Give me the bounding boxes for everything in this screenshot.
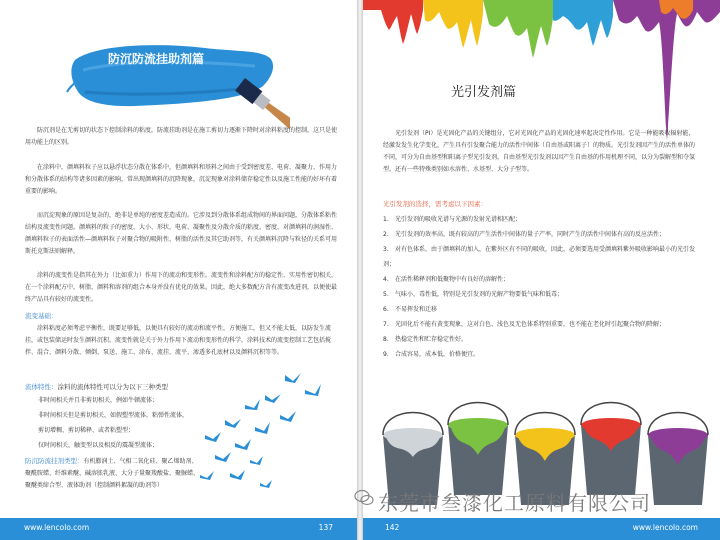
page-number: 142 bbox=[385, 523, 400, 532]
left-page bbox=[0, 0, 357, 540]
paragraph: 涂料的流变性是指其在外力（比如重力）作用下的流动和变形性。流变性和涂料配方的稳定性、实用性密切相关，在一个涂料配方中，树脂、颜料和溶剂的组合本身并没有优化的效果。因此，绝大多数配方含有流变改进剂，以便使最终产品具有较好的流变性。 bbox=[25, 272, 338, 303]
wechat-icon bbox=[354, 489, 374, 507]
watermark-text: 东莞市叁漆化工原料有限公司 bbox=[378, 491, 651, 515]
additive-types bbox=[25, 455, 200, 492]
flow-type: 非时间相关并且非剪切相关，例如牛顿流体； bbox=[38, 397, 159, 404]
list-item: 7. 光固化后不能有黄变现象，这对白色、浅色及无色体系特别重要，也不能在老化时引起聚合物的降解； bbox=[383, 321, 666, 328]
paint-can-icon bbox=[448, 403, 508, 496]
list-item: 6. 不易挥发和迁移 bbox=[383, 306, 438, 313]
paint-can-icon bbox=[648, 413, 708, 506]
flow-type: 非时间相关但是剪切相关，如假塑型流体，粘弹性流体， bbox=[38, 412, 189, 419]
list-item: 5. 气味小，毒性低，特别是光引发剂的光解产物要低气味和低毒； bbox=[383, 291, 564, 298]
paragraph: 在涂料中，颜填料粒子应以悬浮状态分散在体系中，但颜填料和基料之间由于受到密度差、电荷、凝聚力、作用力和分散体系的结构等诸多因素的影响，常出现颜填料的沉降现象，沉淀现象对涂料储存稳定性以及施工性能的好坏有着重要的影响。 bbox=[25, 164, 338, 195]
section-label: 防沉防流挂剂类型： bbox=[25, 457, 84, 465]
footer-url[interactable]: www.lencolo.com bbox=[632, 523, 698, 532]
right-page bbox=[363, 0, 720, 540]
section-title: 光引发剂的选择，需考虑以下因素： bbox=[383, 200, 487, 208]
section-text: 涂料的流体特性可以分为以下三种类型 bbox=[57, 383, 168, 391]
section-title: 流变基础： bbox=[25, 312, 58, 320]
list-item: 4. 在活性稀释剂和低聚物中有良好的溶解性； bbox=[383, 276, 510, 283]
section-label: 流体特性： bbox=[25, 383, 58, 391]
paint-brush-banner bbox=[65, 30, 290, 140]
page-number: 137 bbox=[318, 523, 333, 532]
paragraph: 而沉淀现象的原因是复杂的，绝非是单纯的密度差造成的。它涉及到分散体系组成物间的界面问题，分散体系粘性结构及流变性问题。颜填料的粒子的密度、大小、形状、电荷、凝聚性及分散介质的粘度、密度、对颜填料的润湿性、颜填料粒子的表面活性—颜填料粒子对聚合物的吸附性、树脂的活性及其它助剂等，有关颜填料沉降与粒径的关系可用斯托克斯法则解释。 bbox=[25, 212, 338, 255]
list-item: 9. 合成容易，成本低，价格便宜。 bbox=[383, 351, 480, 358]
paint-can-icon bbox=[581, 403, 641, 496]
right-footer bbox=[363, 518, 720, 540]
footer-url[interactable]: www.lencolo.com bbox=[24, 523, 90, 532]
right-heading: 光引发剂篇 bbox=[451, 85, 517, 100]
list-item: 1. 光引发剂的吸收光谱与光源的发射光谱相匹配； bbox=[383, 216, 522, 223]
list-item: 3. 对有色体系，由于颜填料的加入，在紫外区有不同的吸收，因此，必须要选用受颜填料紫外吸收影响最小的光引发剂； bbox=[383, 246, 696, 268]
paragraph: 光引发剂（PI）是光固化产品的关键组分，它对光固化产品的光固化速率起决定性作用。它是一种能吸收辐射能，经激发发生化学变化，产生具有引发聚合能力的活性中间体（自由基或阳离子）的物质。光引发剂因产生的活性单体的不同，可分为自由基型和阳离子型光引发剂，自由基型光引发剂以因产生自由基的作用机理不同，以分为裂解型和夺氢型。还有一些特殊类别如水溶性、水基型、大分子型等。 bbox=[383, 130, 696, 173]
left-footer bbox=[0, 518, 357, 540]
flow-characteristics bbox=[25, 381, 168, 393]
flow-type: 剪切增稠、剪切稀释、或者粘塑型； bbox=[38, 427, 135, 434]
flow-type: 仅时间相关，触变型以及相反的震凝型流体； bbox=[38, 442, 159, 449]
list-item: 2. 光引发剂的效率高，既有较高的产生活性中间体的量子产率，同时产生的活性中间体有高的反应活性； bbox=[383, 231, 666, 238]
left-heading: 防沉防流挂助剂篇 bbox=[108, 52, 205, 66]
factor-list bbox=[383, 212, 698, 362]
birds-illustration bbox=[185, 365, 345, 505]
section-text: 有机膨润土、气相二氧化硅、聚乙烯助剂、聚酰胺蜡、纤维素醚、碱溶胀乳液、大分子量聚羧酸盐、聚脲蜡、聚醚类缔合型、液体助剂（控制颜料絮凝的助剂等） bbox=[25, 458, 200, 489]
paragraph: 防沉剂是在无剪切的状态下控制涂料的粘度，防流挂助剂是在施工剪切力逐渐下降时对涂料粘度的控制，这只是使用功能上的区别。 bbox=[25, 127, 338, 146]
paragraph: 涂料粘度必须考虑平衡性，既要足够低，以便具有较好的流动和流平性，方便施工，但又不能太低，以防发生流挂，或包装储运时发生颜料沉积。流变性就是关于外力作用下流动和变形性的科学。涂料技术的流变控制工艺包括搅拌、混合、颜料分散、倾倒、泵送、施工、涂布、流挂、流平、渗透多孔底材以及颜料沉积等等。 bbox=[25, 325, 332, 356]
list-item: 8. 热稳定性和贮存稳定性好。 bbox=[383, 336, 468, 343]
